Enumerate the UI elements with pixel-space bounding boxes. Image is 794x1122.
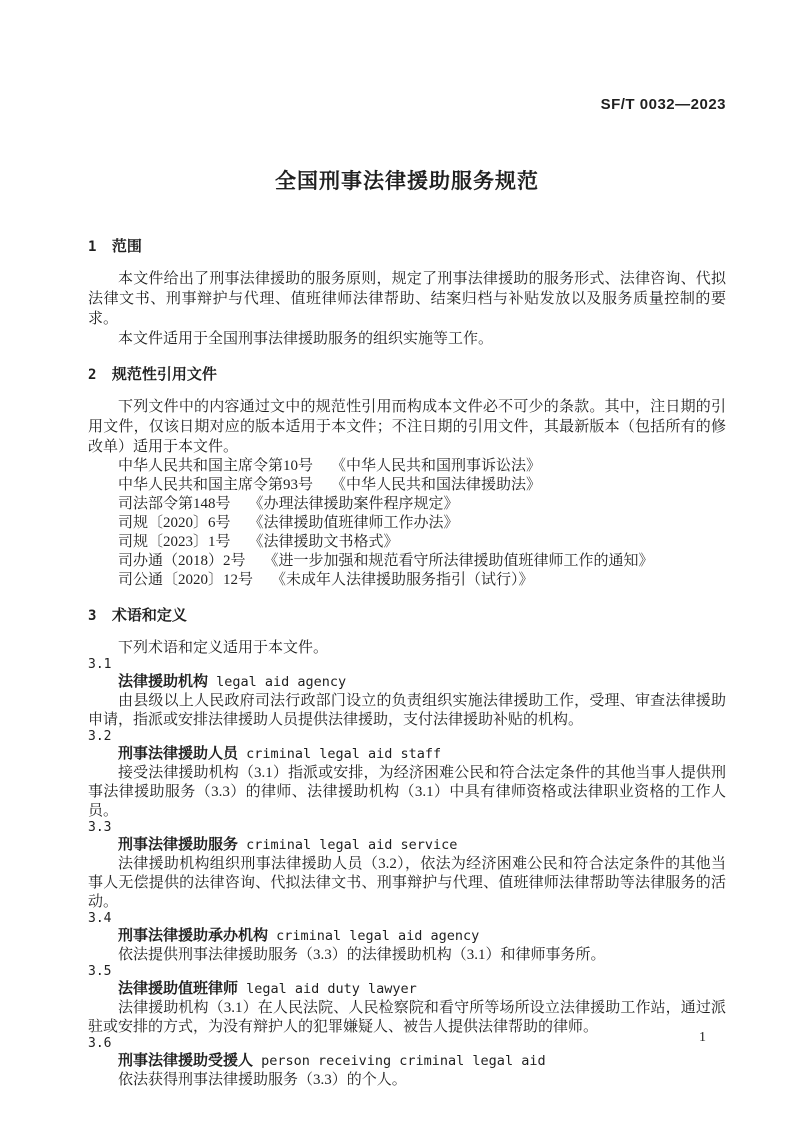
section-title: 术语和定义 [111, 607, 187, 624]
term-name [88, 926, 726, 946]
reference-list [88, 457, 726, 590]
terms-list [88, 658, 726, 1090]
term-name-chinese: 刑事法律援助受援人 [118, 1052, 254, 1069]
term-definition: 依法获得刑事法律援助服务（3.3）的个人。 [118, 1072, 407, 1088]
term-name [88, 1051, 726, 1071]
reference-item [88, 571, 726, 590]
section-number: 1 [88, 239, 97, 255]
term-name [88, 835, 726, 855]
reference-title: 《办理法律援助案件程序规定》 [248, 496, 459, 512]
document-title: 全国刑事法律援助服务规范 [275, 170, 539, 193]
term-definition: 法律援助机构组织刑事法律援助人员（3.2），依法为经济困难公民和符合法定条件的其他当事人无偿提供的法律咨询、代拟法律文书、刑事辩护与代理、值班律师法律帮助等法律服务的活动。 [88, 856, 726, 910]
references-intro-paragraph: 下列文件中的内容通过文中的规范性引用而构成本文件必不可少的条款。其中，注日期的引用文件，仅该日期对应的版本适用于本文件；不注日期的引用文件，其最新版本（包括所有的修改单）适用于本文件。 [88, 399, 726, 455]
reference-code: 中华人民共和国主席令第93号 [118, 477, 314, 493]
term-name-chinese: 法律援助机构 [118, 673, 209, 690]
term-block [88, 658, 726, 730]
reference-item [88, 533, 726, 552]
reference-item [88, 514, 726, 533]
reference-code: 司办通（2018）2号 [118, 553, 246, 569]
term-number: 3.4 [88, 911, 112, 926]
reference-code: 司规〔2023〕1号 [118, 534, 231, 550]
term-definition: 由县级以上人民政府司法行政部门设立的负责组织实施法律援助工作，受理、审查法律援助申请，指派或安排法律援助人员提供法律援助，支付法律援助补贴的机构。 [88, 693, 726, 728]
term-name-chinese: 法律援助值班律师 [118, 980, 239, 997]
scope-paragraph-1: 本文件给出了刑事法律援助的服务原则，规定了刑事法律援助的服务形式、法律咨询、代拟法律文书、刑事辩护与代理、值班律师法律帮助、结案归档与补贴发放以及服务质量控制的要求。 [88, 271, 726, 327]
term-name-english: legal aid agency [216, 674, 347, 690]
term-name-english: criminal legal aid staff [246, 746, 442, 762]
reference-title: 《未成年人法律援助服务指引（试行）》 [271, 572, 534, 588]
term-definition: 接受法律援助机构（3.1）指派或安排，为经济困难公民和符合法定条件的其他当事人提供刑事法律援助服务（3.3）的律师、法律援助机构（3.1）中具有律师资格或法律职业资格的工作人员。 [88, 765, 726, 819]
term-block [88, 821, 726, 912]
term-name-english: legal aid duty lawyer [246, 981, 417, 997]
term-name-english: criminal legal aid service [246, 837, 458, 853]
section-title: 范围 [111, 238, 142, 255]
term-name [88, 979, 726, 999]
term-name [88, 744, 726, 764]
term-name-chinese: 刑事法律援助服务 [118, 836, 239, 853]
reference-code: 中华人民共和国主席令第10号 [118, 458, 314, 474]
section-number: 3 [88, 608, 97, 624]
term-name-english: criminal legal aid agency [276, 928, 480, 944]
reference-title: 《法律援助值班律师工作办法》 [248, 515, 459, 531]
reference-title: 《中华人民共和国刑事诉讼法》 [331, 458, 542, 474]
section-title: 规范性引用文件 [111, 366, 217, 383]
section-heading-normative-references [88, 365, 726, 385]
term-number: 3.3 [88, 820, 112, 835]
section-number: 2 [88, 367, 97, 383]
term-block [88, 730, 726, 821]
term-number: 3.2 [88, 729, 112, 744]
page-number: 1 [699, 1030, 706, 1045]
term-number: 3.6 [88, 1036, 112, 1051]
term-name-chinese: 刑事法律援助承办机构 [118, 927, 269, 944]
term-definition: 依法提供刑事法律援助服务（3.3）的法律援助机构（3.1）和律师事务所。 [118, 947, 606, 963]
term-definition: 法律援助机构（3.1）在人民法院、人民检察院和看守所等场所设立法律援助工作站，通过派驻或安排的方式，为没有辩护人的犯罪嫌疑人、被告人提供法律帮助的律师。 [88, 1000, 726, 1035]
terms-intro-paragraph: 下列术语和定义适用于本文件。 [118, 640, 329, 656]
term-block [88, 965, 726, 1037]
standard-number: SF/T 0032—2023 [600, 96, 726, 113]
reference-item [88, 495, 726, 514]
term-block [88, 912, 726, 965]
term-number: 3.5 [88, 964, 112, 979]
reference-item [88, 552, 726, 571]
reference-item [88, 476, 726, 495]
term-name-english: person receiving criminal legal aid [261, 1053, 546, 1069]
term-name [88, 672, 726, 692]
term-block [88, 1037, 726, 1090]
section-heading-scope [88, 237, 726, 257]
term-name-chinese: 刑事法律援助人员 [118, 745, 239, 762]
reference-code: 司公通〔2020〕12号 [118, 572, 254, 588]
reference-item [88, 457, 726, 476]
reference-code: 司规〔2020〕6号 [118, 515, 231, 531]
term-number: 3.1 [88, 657, 112, 672]
scope-paragraph-2: 本文件适用于全国刑事法律援助服务的组织实施等工作。 [118, 331, 494, 347]
section-heading-terms-and-definitions [88, 606, 726, 626]
reference-title: 《法律援助文书格式》 [248, 534, 399, 550]
reference-title: 《中华人民共和国法律援助法》 [331, 477, 542, 493]
reference-title: 《进一步加强和规范看守所法律援助值班律师工作的通知》 [263, 553, 654, 569]
reference-code: 司法部令第148号 [118, 496, 231, 512]
